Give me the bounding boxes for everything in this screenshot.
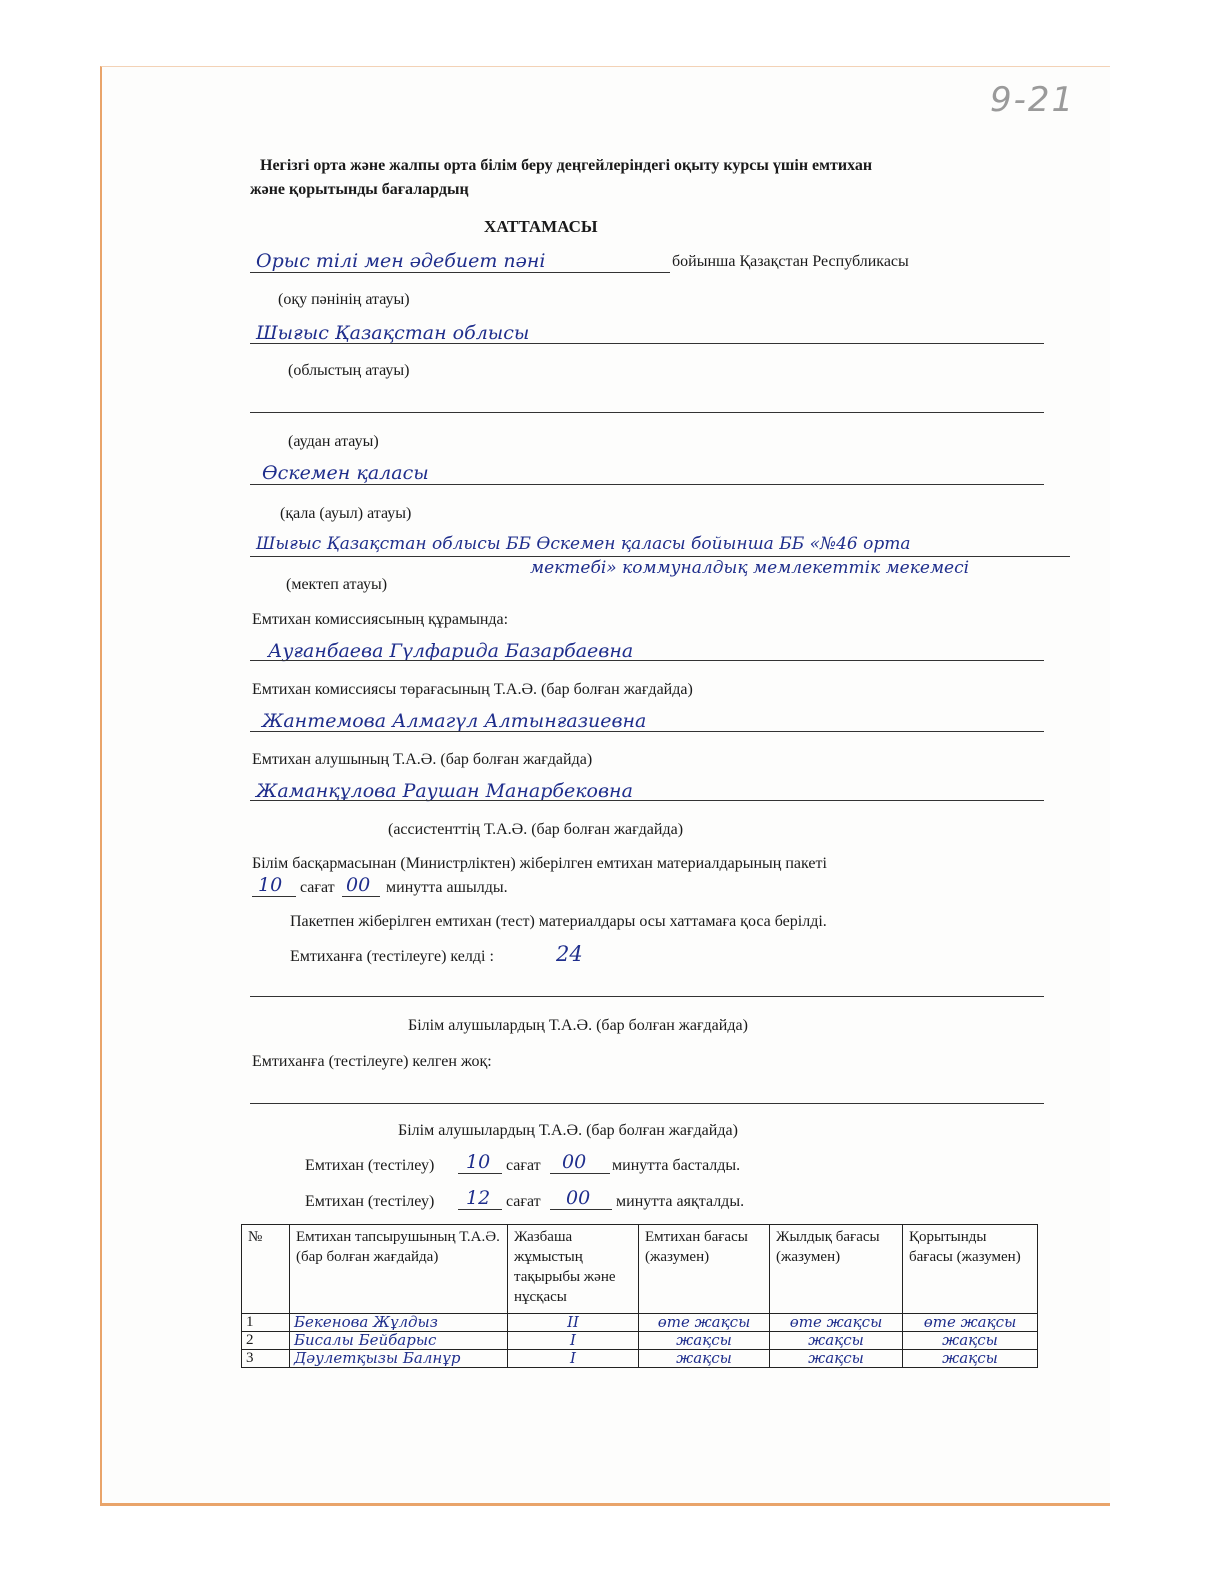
school-value-line-2: мектебі» коммуналдық мемлекеттік мекемесі [530,558,970,578]
attendance-came-value: 24 [556,942,583,966]
table-cell-number: 2 [242,1332,290,1350]
table-cell-annual-grade: өте жақсы [770,1314,903,1332]
table-header-exam-grade: Емтихан бағасы (жазумен) [639,1225,770,1314]
commission-members-value: Ауғанбаева Гүлфарида Базарбаевна [268,640,634,662]
table-row [242,1350,1038,1368]
table-row [242,1314,1038,1332]
school-value-line-1: Шығыс Қазақстан облысы ББ Өскемен қаласы бойынша ББ «№46 орта [256,534,911,554]
table-cell-final-grade: жақсы [903,1350,1038,1368]
table-cell-exam-grade: өте жақсы [639,1314,770,1332]
table-cell-name: Бисалы Бейбарыс [290,1332,508,1350]
table-header-row [242,1225,1038,1314]
package-hour-line [252,896,296,897]
table-header-annual-grade: Жылдық бағасы (жазумен) [770,1225,903,1314]
end-hour-value: 12 [466,1187,491,1209]
table-cell-number: 3 [242,1350,290,1368]
table-cell-name: Бекенова Жұлдыз [290,1314,508,1332]
attendance-absent-line [250,1103,1044,1104]
start-prefix: Емтихан (тестілеу) [305,1157,435,1174]
package-hour-label: сағат [300,879,335,896]
region-value: Шығыс Қазақстан облысы [256,322,530,344]
table-cell-exam-grade: жақсы [639,1332,770,1350]
start-suffix: минутта басталды. [612,1157,741,1174]
city-caption: (қала (ауыл) атауы) [280,505,412,522]
table-cell-annual-grade: жақсы [770,1350,903,1368]
package-hour-value: 10 [258,874,283,896]
table-cell-name: Дәулетқызы Балнұр [290,1350,508,1368]
start-hour-value: 10 [466,1151,491,1173]
document-title: ХАТТАМАСЫ [484,217,598,236]
table-cell-annual-grade: жақсы [770,1332,903,1350]
start-hour-label: сағат [506,1157,541,1174]
attendance-absent-label: Емтиханға (тестілеуге) келген жоқ: [252,1053,492,1070]
table-cell-topic: II [508,1314,639,1332]
school-line [250,556,1070,557]
subject-suffix: бойынша Қазақстан Республикасы [672,253,909,270]
school-caption: (мектеп атауы) [286,576,388,593]
examiner-line [250,800,1044,801]
commission-members-line [250,660,1044,661]
table-cell-number: 1 [242,1314,290,1332]
table-row [242,1332,1038,1350]
subject-value: Орыс тілі мен әдебиет пәні [256,250,546,272]
region-line [250,343,1044,344]
examiner-label: Емтихан алушының Т.А.Ә. (бар болған жағдайда) [252,751,593,768]
commission-chair-label: Емтихан комиссиясы төрағасының Т.А.Ә. (бар болған жағдайда) [252,681,693,698]
start-hour-line [458,1173,502,1174]
table-header-name: Емтихан тапсырушының Т.А.Ә. (бар болған жағдайда) [290,1225,508,1314]
table-header-number: № [242,1225,290,1314]
attendance-came-line [250,996,1044,997]
district-line [250,412,1044,413]
examiner-value: Жаманқұлова Раушан Манарбековна [256,780,633,802]
end-suffix: минутта аяқталды. [616,1193,745,1210]
table-cell-topic: I [508,1332,639,1350]
table-cell-final-grade: жақсы [903,1332,1038,1350]
end-prefix: Емтихан (тестілеу) [305,1193,435,1210]
start-minute-line [550,1173,610,1174]
end-hour-line [458,1209,502,1210]
table-cell-final-grade: өте жақсы [903,1314,1038,1332]
subject-line [250,272,670,273]
city-value: Өскемен қаласы [262,462,429,484]
table-header-topic: Жазбаша жұмыстың тақырыбы және нұсқасы [508,1225,639,1314]
results-table [241,1224,1038,1368]
package-minute-line [342,896,380,897]
district-caption: (аудан атауы) [288,433,379,450]
commission-members-label: Емтихан комиссиясының құрамында: [252,611,509,628]
assistant-caption: (ассистенттің Т.А.Ә. (бар болған жағдайда) [388,821,684,838]
start-minute-value: 00 [562,1151,587,1173]
end-minute-line [550,1209,612,1210]
attendance-came-label: Емтиханға (тестілеуге) келді : [290,948,494,965]
header-line-2: және қорытынды бағалардың [250,181,469,198]
package-minute-value: 00 [346,874,371,896]
city-line [250,484,1044,485]
corner-pencil-note: 9-21 [990,80,1076,120]
package-line-1: Білім басқармасынан (Министрліктен) жіберілген емтихан материалдарының пакеті [252,855,827,872]
end-minute-value: 00 [566,1187,591,1209]
attendance-absent-caption: Білім алушылардың Т.А.Ә. (бар болған жағдайда) [398,1122,738,1139]
commission-chair-value: Жантемова Алмагүл Алтынғазиевна [262,710,647,732]
end-hour-label: сағат [506,1193,541,1210]
table-header-final-grade: Қорытынды бағасы (жазумен) [903,1225,1038,1314]
package-minute-label: минутта ашылды. [386,879,508,896]
table-cell-topic: I [508,1350,639,1368]
attendance-came-caption: Білім алушылардың Т.А.Ә. (бар болған жағдайда) [408,1017,748,1034]
header-line-1: Негізгі орта және жалпы орта білім беру деңгейлеріндегі оқыту курсы үшін емтихан [260,157,873,174]
region-caption: (облыстың атауы) [288,362,410,379]
subject-caption: (оқу пәнінің атауы) [278,291,410,308]
table-cell-exam-grade: жақсы [639,1350,770,1368]
commission-chair-line [250,731,1044,732]
package-attached-note: Пакетпен жіберілген емтихан (тест) материалдары осы хаттамаға қоса берілді. [290,913,827,930]
